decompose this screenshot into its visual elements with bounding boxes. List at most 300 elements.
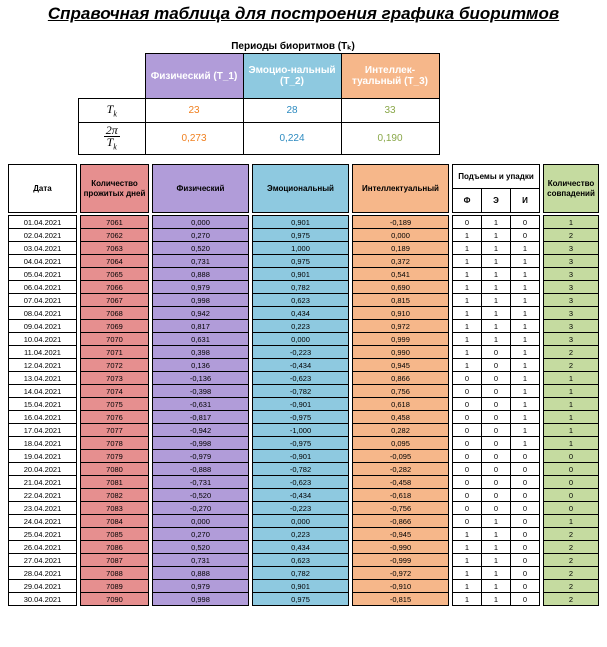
header-count: Количество совпадений [544, 165, 599, 213]
days-cell: 7084 [81, 515, 149, 528]
i-cell: 1 [511, 333, 540, 346]
table-row [9, 268, 599, 281]
f-cell: 1 [453, 229, 482, 242]
physical-cell: -0,270 [153, 502, 249, 515]
physical-cell: -0,398 [153, 385, 249, 398]
table-row [9, 216, 599, 229]
date-cell: 05.04.2021 [9, 268, 77, 281]
f-cell: 0 [453, 437, 482, 450]
e-cell: 0 [482, 359, 511, 372]
days-cell: 7062 [81, 229, 149, 242]
freq-emotional: 0,224 [243, 123, 341, 155]
date-cell: 14.04.2021 [9, 385, 77, 398]
date-cell: 26.04.2021 [9, 541, 77, 554]
emotional-cell: 0,434 [253, 307, 349, 320]
f-cell: 1 [453, 281, 482, 294]
i-cell: 0 [511, 450, 540, 463]
tk-emotional: 28 [243, 99, 341, 123]
freq-physical: 0,273 [145, 123, 243, 155]
intellectual-cell: 0,756 [353, 385, 449, 398]
days-cell: 7082 [81, 489, 149, 502]
table-row [9, 437, 599, 450]
i-cell: 1 [511, 242, 540, 255]
physical-cell: 0,000 [153, 515, 249, 528]
count-cell: 1 [544, 515, 599, 528]
tk-label: $T_k$ [79, 99, 146, 123]
table-row [9, 528, 599, 541]
days-cell: 7090 [81, 593, 149, 606]
emotional-cell: -0,901 [253, 398, 349, 411]
e-cell: 0 [482, 476, 511, 489]
date-cell: 02.04.2021 [9, 229, 77, 242]
e-cell: 1 [482, 242, 511, 255]
intellectual-cell: -0,282 [353, 463, 449, 476]
count-cell: 0 [544, 502, 599, 515]
i-cell: 0 [511, 463, 540, 476]
date-cell: 29.04.2021 [9, 580, 77, 593]
table-row [9, 255, 599, 268]
date-cell: 23.04.2021 [9, 502, 77, 515]
header-physical: Физический [153, 165, 249, 213]
intellectual-cell: 0,541 [353, 268, 449, 281]
e-cell: 1 [482, 593, 511, 606]
count-cell: 0 [544, 476, 599, 489]
i-cell: 0 [511, 554, 540, 567]
intellectual-cell: 0,458 [353, 411, 449, 424]
physical-cell: -0,817 [153, 411, 249, 424]
header-f: Ф [453, 189, 482, 213]
e-cell: 1 [482, 216, 511, 229]
days-cell: 7078 [81, 437, 149, 450]
e-cell: 1 [482, 294, 511, 307]
emotional-cell: 0,623 [253, 294, 349, 307]
physical-cell: -0,998 [153, 437, 249, 450]
i-cell: 0 [511, 476, 540, 489]
e-cell: 0 [482, 450, 511, 463]
intellectual-cell: 0,972 [353, 320, 449, 333]
emotional-cell: 0,000 [253, 515, 349, 528]
table-row [9, 424, 599, 437]
date-cell: 15.04.2021 [9, 398, 77, 411]
intellectual-cell: 0,000 [353, 229, 449, 242]
count-cell: 2 [544, 359, 599, 372]
emotional-cell: -0,901 [253, 450, 349, 463]
count-cell: 1 [544, 385, 599, 398]
i-cell: 1 [511, 398, 540, 411]
e-cell: 1 [482, 333, 511, 346]
intellectual-cell: 0,866 [353, 372, 449, 385]
f-cell: 1 [453, 528, 482, 541]
emotional-cell: 0,901 [253, 216, 349, 229]
e-cell: 0 [482, 489, 511, 502]
i-cell: 1 [511, 424, 540, 437]
e-cell: 1 [482, 229, 511, 242]
e-cell: 0 [482, 372, 511, 385]
e-cell: 1 [482, 580, 511, 593]
header-intellectual: Интеллектуальный [353, 165, 449, 213]
physical-cell: -0,731 [153, 476, 249, 489]
emotional-cell: -1,000 [253, 424, 349, 437]
freq-label: $\frac{2\pi}{T_k}$ [79, 123, 146, 155]
period-header-intellectual: Интеллек-туальный (Т_3) [341, 54, 439, 99]
periods-table [78, 53, 440, 155]
table-row [9, 463, 599, 476]
days-cell: 7061 [81, 216, 149, 229]
f-cell: 0 [453, 502, 482, 515]
physical-cell: 0,888 [153, 268, 249, 281]
table-row [9, 554, 599, 567]
days-cell: 7083 [81, 502, 149, 515]
table-body [9, 216, 599, 606]
count-cell: 1 [544, 398, 599, 411]
f-cell: 0 [453, 515, 482, 528]
table-row [9, 450, 599, 463]
e-cell: 1 [482, 268, 511, 281]
e-cell: 0 [482, 398, 511, 411]
intellectual-cell: 0,095 [353, 437, 449, 450]
table-row [9, 476, 599, 489]
f-cell: 0 [453, 398, 482, 411]
count-cell: 0 [544, 463, 599, 476]
periods-corner [79, 54, 146, 99]
date-cell: 12.04.2021 [9, 359, 77, 372]
days-cell: 7077 [81, 424, 149, 437]
i-cell: 0 [511, 502, 540, 515]
date-cell: 21.04.2021 [9, 476, 77, 489]
table-row [9, 541, 599, 554]
physical-cell: 0,998 [153, 294, 249, 307]
emotional-cell: -0,623 [253, 372, 349, 385]
days-cell: 7088 [81, 567, 149, 580]
table-row [9, 411, 599, 424]
intellectual-cell: -0,756 [353, 502, 449, 515]
days-cell: 7064 [81, 255, 149, 268]
count-cell: 1 [544, 216, 599, 229]
emotional-cell: -0,223 [253, 502, 349, 515]
emotional-cell: -0,782 [253, 385, 349, 398]
period-header-physical: Физический (Т_1) [145, 54, 243, 99]
table-row [9, 242, 599, 255]
i-cell: 1 [511, 346, 540, 359]
count-cell: 3 [544, 294, 599, 307]
intellectual-cell: 0,990 [353, 346, 449, 359]
e-cell: 0 [482, 385, 511, 398]
f-cell: 1 [453, 242, 482, 255]
physical-cell: 0,731 [153, 255, 249, 268]
date-cell: 09.04.2021 [9, 320, 77, 333]
intellectual-cell: -0,999 [353, 554, 449, 567]
i-cell: 1 [511, 411, 540, 424]
e-cell: 1 [482, 515, 511, 528]
f-cell: 0 [453, 489, 482, 502]
tk-physical: 23 [145, 99, 243, 123]
date-cell: 01.04.2021 [9, 216, 77, 229]
emotional-cell: -0,782 [253, 463, 349, 476]
e-cell: 1 [482, 255, 511, 268]
date-cell: 10.04.2021 [9, 333, 77, 346]
e-cell: 1 [482, 320, 511, 333]
date-cell: 20.04.2021 [9, 463, 77, 476]
table-row [9, 281, 599, 294]
emotional-cell: 1,000 [253, 242, 349, 255]
e-cell: 1 [482, 541, 511, 554]
intellectual-cell: 0,815 [353, 294, 449, 307]
date-cell: 11.04.2021 [9, 346, 77, 359]
f-cell: 0 [453, 411, 482, 424]
count-cell: 2 [544, 229, 599, 242]
intellectual-cell: -0,910 [353, 580, 449, 593]
table-row [9, 515, 599, 528]
days-cell: 7072 [81, 359, 149, 372]
date-cell: 25.04.2021 [9, 528, 77, 541]
intellectual-cell: -0,866 [353, 515, 449, 528]
intellectual-cell: -0,990 [353, 541, 449, 554]
table-row [9, 333, 599, 346]
days-cell: 7087 [81, 554, 149, 567]
table-row [9, 346, 599, 359]
physical-cell: 0,520 [153, 242, 249, 255]
days-cell: 7071 [81, 346, 149, 359]
physical-cell: 0,731 [153, 554, 249, 567]
days-cell: 7085 [81, 528, 149, 541]
physical-cell: 0,817 [153, 320, 249, 333]
emotional-cell: -0,623 [253, 476, 349, 489]
intellectual-cell: 0,282 [353, 424, 449, 437]
emotional-cell: 0,975 [253, 255, 349, 268]
emotional-cell: -0,434 [253, 489, 349, 502]
e-cell: 1 [482, 307, 511, 320]
physical-cell: 0,979 [153, 281, 249, 294]
count-cell: 3 [544, 281, 599, 294]
days-cell: 7079 [81, 450, 149, 463]
days-cell: 7075 [81, 398, 149, 411]
i-cell: 1 [511, 255, 540, 268]
i-cell: 0 [511, 541, 540, 554]
table-row [9, 580, 599, 593]
days-cell: 7068 [81, 307, 149, 320]
physical-cell: 0,000 [153, 216, 249, 229]
days-cell: 7076 [81, 411, 149, 424]
i-cell: 0 [511, 567, 540, 580]
i-cell: 0 [511, 593, 540, 606]
count-cell: 2 [544, 593, 599, 606]
i-cell: 0 [511, 489, 540, 502]
intellectual-cell: -0,945 [353, 528, 449, 541]
date-cell: 13.04.2021 [9, 372, 77, 385]
header-date: Дата [9, 165, 77, 213]
emotional-cell: 0,782 [253, 281, 349, 294]
i-cell: 0 [511, 580, 540, 593]
i-cell: 1 [511, 294, 540, 307]
days-cell: 7069 [81, 320, 149, 333]
header-i: И [511, 189, 540, 213]
days-cell: 7080 [81, 463, 149, 476]
f-cell: 1 [453, 580, 482, 593]
i-cell: 1 [511, 281, 540, 294]
i-cell: 1 [511, 320, 540, 333]
emotional-cell: -0,223 [253, 346, 349, 359]
count-cell: 1 [544, 411, 599, 424]
days-cell: 7067 [81, 294, 149, 307]
f-cell: 1 [453, 593, 482, 606]
i-cell: 1 [511, 268, 540, 281]
i-cell: 0 [511, 229, 540, 242]
e-cell: 0 [482, 346, 511, 359]
table-row [9, 502, 599, 515]
days-cell: 7065 [81, 268, 149, 281]
i-cell: 0 [511, 216, 540, 229]
date-cell: 07.04.2021 [9, 294, 77, 307]
date-cell: 19.04.2021 [9, 450, 77, 463]
emotional-cell: 0,434 [253, 541, 349, 554]
days-cell: 7074 [81, 385, 149, 398]
days-cell: 7063 [81, 242, 149, 255]
table-row [9, 489, 599, 502]
physical-cell: 0,136 [153, 359, 249, 372]
physical-cell: 0,270 [153, 229, 249, 242]
physical-cell: -0,942 [153, 424, 249, 437]
days-cell: 7081 [81, 476, 149, 489]
count-cell: 2 [544, 346, 599, 359]
days-cell: 7066 [81, 281, 149, 294]
physical-cell: -0,888 [153, 463, 249, 476]
table-row [9, 320, 599, 333]
count-cell: 1 [544, 437, 599, 450]
table-row [9, 593, 599, 606]
emotional-cell: -0,975 [253, 437, 349, 450]
table-row [9, 385, 599, 398]
header-days: Количество прожитых дней [81, 165, 149, 213]
emotional-cell: 0,223 [253, 528, 349, 541]
emotional-cell: 0,782 [253, 567, 349, 580]
intellectual-cell: -0,972 [353, 567, 449, 580]
f-cell: 1 [453, 333, 482, 346]
count-cell: 3 [544, 255, 599, 268]
i-cell: 1 [511, 437, 540, 450]
intellectual-cell: -0,618 [353, 489, 449, 502]
physical-cell: 0,888 [153, 567, 249, 580]
f-cell: 0 [453, 463, 482, 476]
emotional-cell: -0,975 [253, 411, 349, 424]
count-cell: 2 [544, 580, 599, 593]
f-cell: 1 [453, 307, 482, 320]
date-cell: 17.04.2021 [9, 424, 77, 437]
days-cell: 7086 [81, 541, 149, 554]
i-cell: 0 [511, 528, 540, 541]
f-cell: 1 [453, 255, 482, 268]
intellectual-cell: 0,189 [353, 242, 449, 255]
e-cell: 1 [482, 567, 511, 580]
date-cell: 18.04.2021 [9, 437, 77, 450]
intellectual-cell: 0,945 [353, 359, 449, 372]
emotional-cell: 0,623 [253, 554, 349, 567]
physical-cell: 0,942 [153, 307, 249, 320]
e-cell: 0 [482, 424, 511, 437]
count-cell: 1 [544, 372, 599, 385]
date-cell: 30.04.2021 [9, 593, 77, 606]
days-cell: 7089 [81, 580, 149, 593]
e-cell: 1 [482, 281, 511, 294]
f-cell: 1 [453, 359, 482, 372]
page-title: Справочная таблица для построения графика биоритмов [47, 4, 560, 23]
table-row [9, 229, 599, 242]
f-cell: 1 [453, 554, 482, 567]
intellectual-cell: -0,815 [353, 593, 449, 606]
emotional-cell: 0,901 [253, 580, 349, 593]
table-row [9, 307, 599, 320]
intellectual-cell: 0,910 [353, 307, 449, 320]
physical-cell: 0,270 [153, 528, 249, 541]
intellectual-cell: 0,618 [353, 398, 449, 411]
emotional-cell: -0,434 [253, 359, 349, 372]
physical-cell: 0,998 [153, 593, 249, 606]
count-cell: 2 [544, 541, 599, 554]
emotional-cell: 0,223 [253, 320, 349, 333]
f-cell: 0 [453, 216, 482, 229]
i-cell: 1 [511, 372, 540, 385]
e-cell: 0 [482, 463, 511, 476]
table-row [9, 372, 599, 385]
date-cell: 28.04.2021 [9, 567, 77, 580]
header-ups-downs: Подъемы и упадки [453, 165, 540, 189]
e-cell: 1 [482, 528, 511, 541]
physical-cell: 0,520 [153, 541, 249, 554]
i-cell: 1 [511, 307, 540, 320]
table-row [9, 294, 599, 307]
header-emotional: Эмоциональный [253, 165, 349, 213]
emotional-cell: 0,975 [253, 229, 349, 242]
count-cell: 3 [544, 320, 599, 333]
intellectual-cell: -0,189 [353, 216, 449, 229]
date-cell: 22.04.2021 [9, 489, 77, 502]
days-cell: 7070 [81, 333, 149, 346]
e-cell: 0 [482, 502, 511, 515]
f-cell: 1 [453, 346, 482, 359]
emotional-cell: 0,901 [253, 268, 349, 281]
intellectual-cell: -0,458 [353, 476, 449, 489]
f-cell: 1 [453, 268, 482, 281]
physical-cell: 0,398 [153, 346, 249, 359]
days-cell: 7073 [81, 372, 149, 385]
f-cell: 0 [453, 372, 482, 385]
count-cell: 3 [544, 242, 599, 255]
intellectual-cell: 0,372 [353, 255, 449, 268]
physical-cell: 0,631 [153, 333, 249, 346]
date-cell: 16.04.2021 [9, 411, 77, 424]
count-cell: 2 [544, 554, 599, 567]
date-cell: 08.04.2021 [9, 307, 77, 320]
table-row [9, 398, 599, 411]
table-row [9, 567, 599, 580]
count-cell: 0 [544, 489, 599, 502]
emotional-cell: 0,975 [253, 593, 349, 606]
header-e: Э [482, 189, 511, 213]
date-cell: 24.04.2021 [9, 515, 77, 528]
e-cell: 0 [482, 411, 511, 424]
date-cell: 03.04.2021 [9, 242, 77, 255]
i-cell: 1 [511, 359, 540, 372]
f-cell: 1 [453, 320, 482, 333]
e-cell: 0 [482, 437, 511, 450]
physical-cell: -0,979 [153, 450, 249, 463]
table-row [9, 359, 599, 372]
freq-intellectual: 0,190 [341, 123, 439, 155]
physical-cell: 0,979 [153, 580, 249, 593]
physical-cell: -0,631 [153, 398, 249, 411]
count-cell: 0 [544, 450, 599, 463]
date-cell: 27.04.2021 [9, 554, 77, 567]
f-cell: 1 [453, 541, 482, 554]
